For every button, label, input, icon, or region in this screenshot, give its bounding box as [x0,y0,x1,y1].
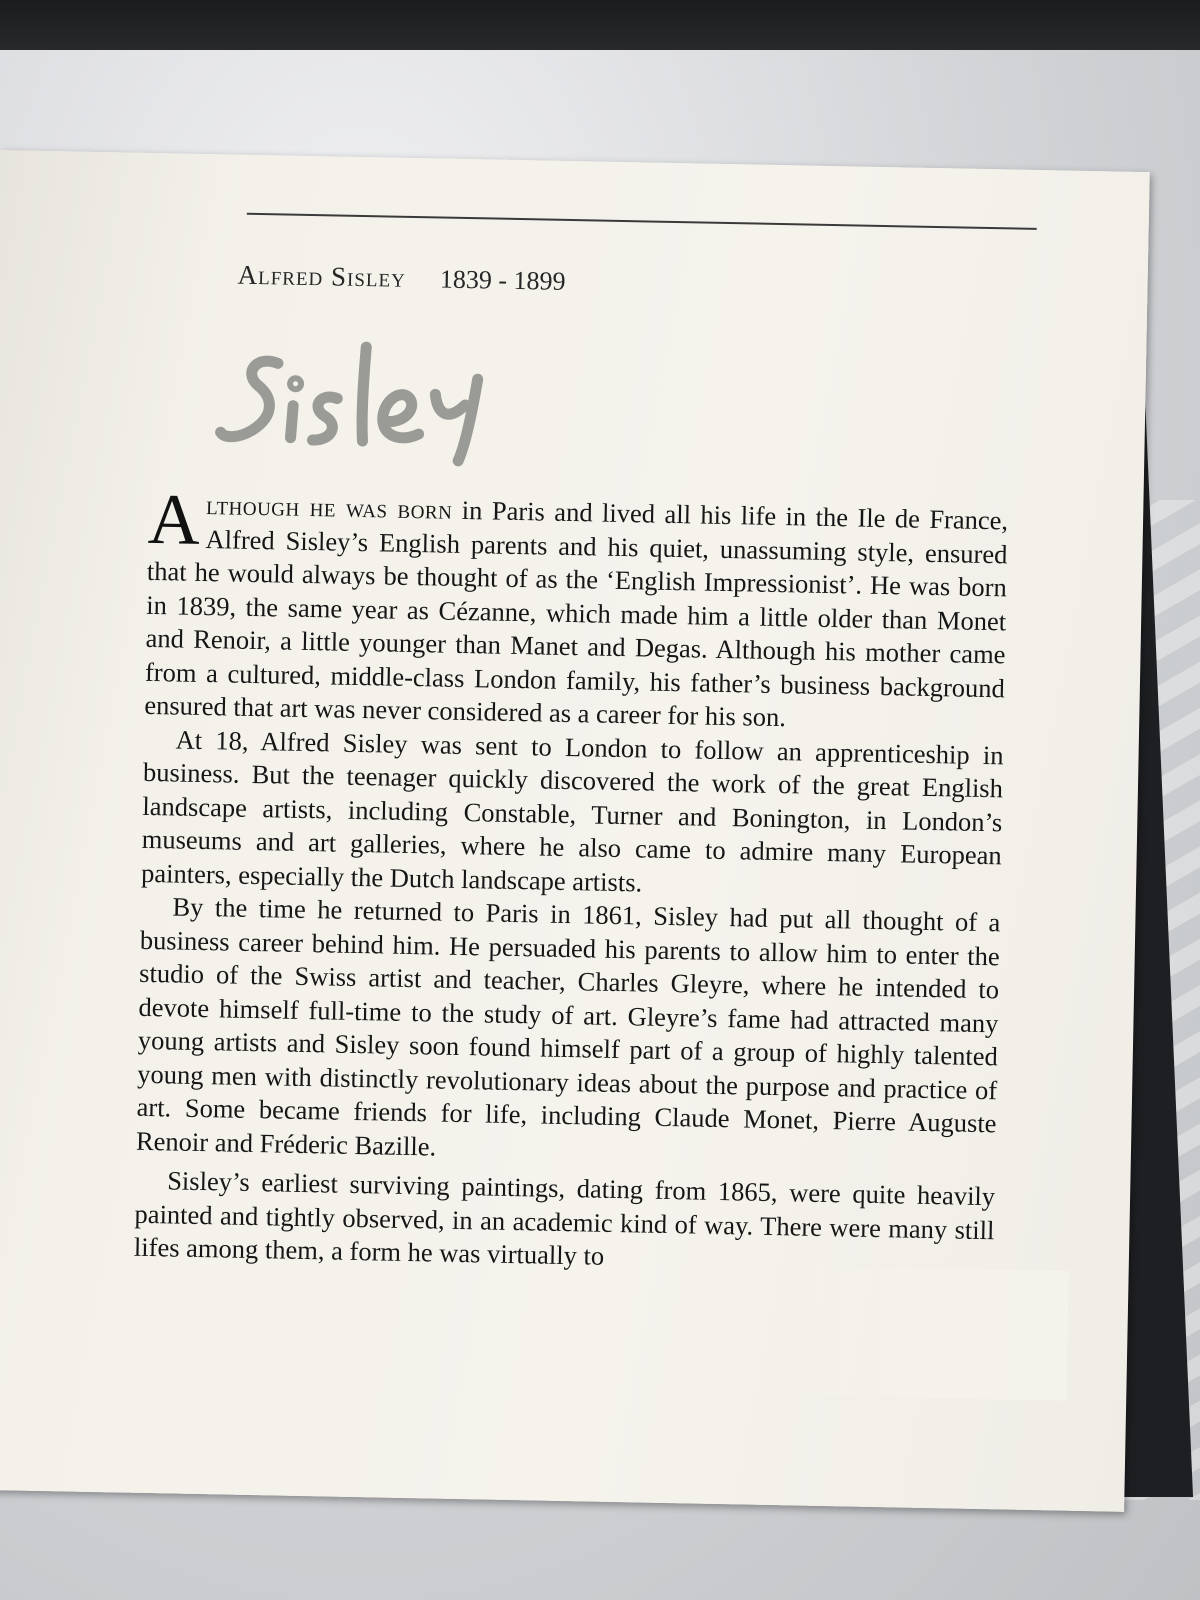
paragraph-1-text: in Paris and lived all his life in the Ile de France, Alfred Sisley’s English parents and his quiet, unassuming style, ensured that he would always be thought of as the ‘English Impressionist’. He was born in 1839, the same year as Cézanne, which made him a little older than Monet and Renoir, a little younger than Manet and Degas. Although his mother came from a cultured, middle-class London family, his father’s business background ensured that art was never considered as a career for his son. [144,494,1009,733]
drop-cap: A [147,478,201,560]
page-header [237,260,565,297]
paragraph-2: At 18, Alfred Sisley was sent to London to follow an apprenticeship in business. But the teenager quickly discovered the work of the great English landscape artists, including Constable, Turner and Bonington, in London’s museums and art galleries, where he also came to admire many European painters, especially the Dutch landscape artists. [140,723,1004,897]
artist-dates: 1839 - 1899 [439,264,566,296]
paragraph-3: By the time he returned to Paris in 1861, Sisley had put all thought of a business career behind him. He persuaded his parents to allow him to enter the studio of the Swiss artist and teacher, Charles Gleyre, where he intended to devote himself full-time to the study of art. Gleyre’s fame had attracted many young artists and Sisley soon found himself part of a group of highly talented young men with distinctly revolutionary ideas about the purpose and practice of art. Some became friends for life, including Claude Monet, Pierre Auguste Renoir and Fréderic Bazille. [135,891,1001,1162]
paragraph-1 [144,478,1009,739]
paragraph-4: Sisley’s earliest surviving paintings, dating from 1865, were quite heavily painted and tightly observed, in an academic kind of way. There were many still lifes among them, a form he was virtually to [133,1165,996,1271]
article-body [133,478,1009,1281]
artist-signature [214,334,546,470]
glare-overlay [786,1265,1068,1400]
header-rule [247,213,1037,230]
artist-name: Alfred Sisley [237,259,407,293]
book-page [0,150,1150,1512]
lead-in: lthough he was born [205,490,453,525]
